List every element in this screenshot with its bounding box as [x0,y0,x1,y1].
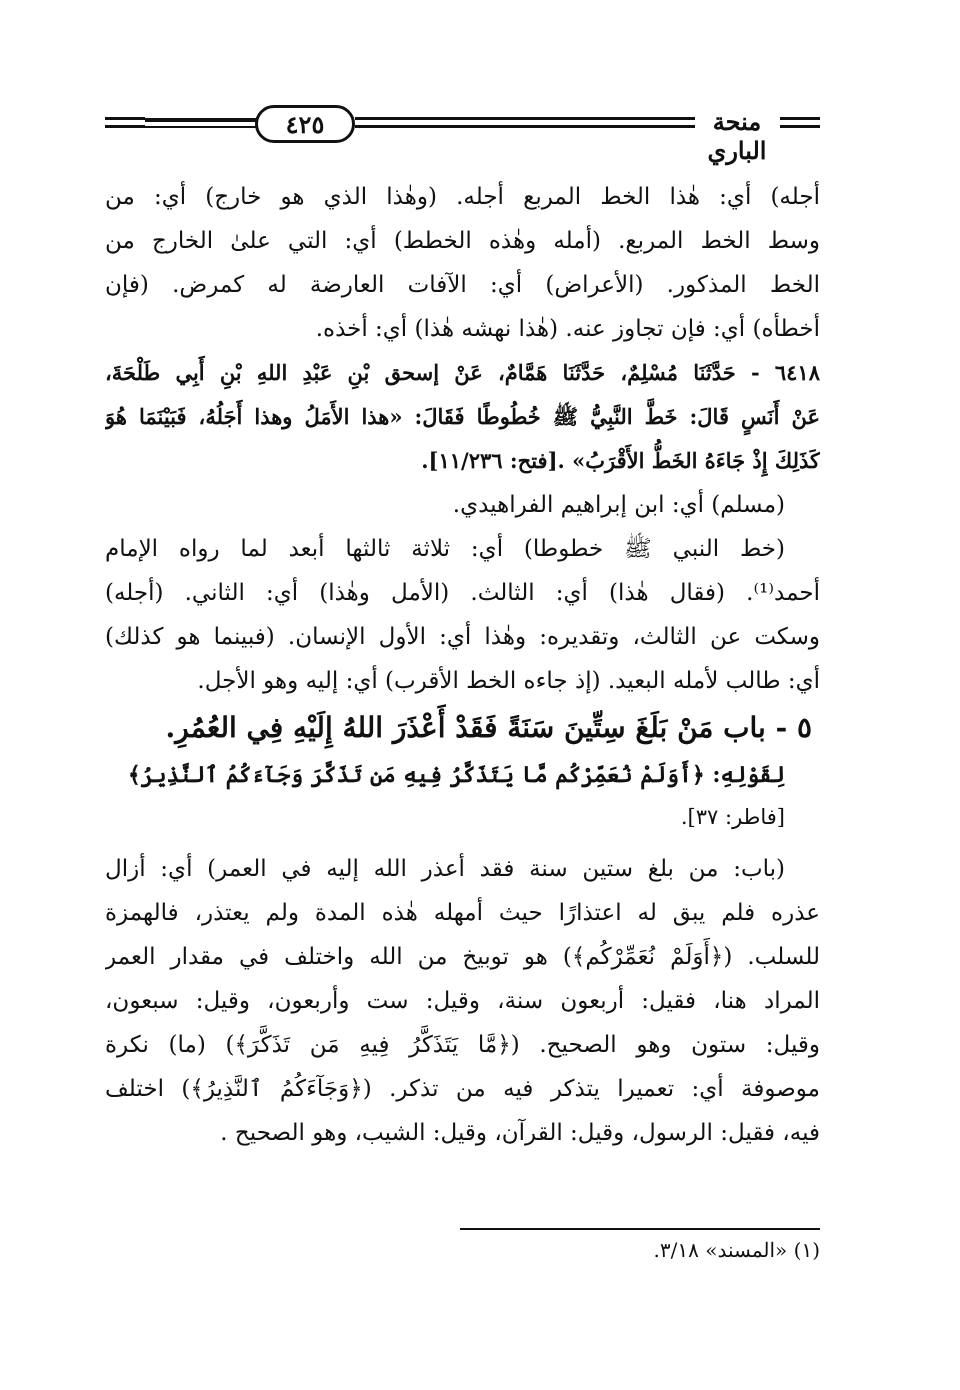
footnote: (١) «المسند» ٣/١٨. [653,1238,820,1262]
chapter-title: ٥ - باب مَنْ بَلَغَ سِتِّينَ سَنَةً فَقَدْ أَعْذَرَ اللهُ إِلَيْهِ فِي العُمُرِ. [165,711,812,744]
text-line: أي: طالب لأمله البعيد. (إذ جاءه الخط الأقرب) أي: إليه وهو الأجل. [197,668,820,694]
header-rule [355,117,695,120]
hadith-line: كَذَلِكَ إِذْ جَاءَهُ الخَطُّ الأَقْرَبُ» .[فتح: ١١/٢٣٦]. [421,448,820,473]
page-number: ٤٢٥ [255,105,355,143]
text-line: وقيل: ستون وهو الصحيح. (﴿مَّا يَتَذَكَّرُ فِيهِ مَن تَذَكَّرَ﴾) (ما) نكرة [105,1032,820,1058]
header-rule [355,125,695,128]
header-rule [780,125,820,128]
text-line: عذره فلم يبق له اعتذارًا حيث أمهله هٰذه المدة ولم يعتذر، فالهمزة [105,900,820,926]
text-line: (خط النبي ﷺ خطوطا) أي: ثلاثة ثالثها أبعد لما رواه الإمام [105,536,785,562]
header-rule [105,117,145,120]
verse-reference: [فاطر: ٣٧]. [680,805,785,829]
text-line: للسلب. (﴿أَوَلَمْ نُعَمِّرْكُم﴾) هو توبيخ من الله واختلف في مقدار العمر [105,944,820,970]
header-rule [780,117,820,120]
text-line: الخط المذكور. (الأعراض) أي: الآفات العارضة له كمرض. (فإن [105,272,820,298]
hadith-line: عَنْ أَنَسٍ قَالَ: خَطَّ النَّبِيُّ ﷺ خُطُوطًا فَقَالَ: «هذا الأَمَلُ وهذا أَجَلُهُ، فَبَيْنَمَا هُوَ [105,404,820,429]
header-rule [145,126,257,128]
text-line: أحمد⁽¹⁾. (فقال هٰذا) أي: الثالث. (الأمل وهٰذا) أي: الثاني. (أجله) [105,580,820,606]
page-header [105,95,820,165]
quran-verse: لِقَوْلِهِ: ﴿أَوَلَمْ نُعَمِّرْكُم مَّا يَتَذَكَّرُ فِيهِ مَن تَذَكَّرَ وَجَآءَكُمُ ٱلنَّذِيرُ﴾ [127,762,785,788]
text-line: أخطأه) أي: فإن تجاوز عنه. (هٰذا نهشه هٰذا) أي: أخذه. [315,316,820,342]
text-line: (مسلم) أي: ابن إبراهيم الفراهيدي. [452,492,785,518]
text-line: موصوفة أي: تعميرا يتذكر فيه من تذكر. (﴿وَجَآءَكُمُ ٱلنَّذِيرُ﴾) اختلف [105,1076,820,1102]
text-line: فيه، فقيل: الرسول، وقيل: القرآن، وقيل: الشيب، وهو الصحيح . [220,1120,820,1146]
header-rule [145,118,257,122]
footnote-separator [460,1228,820,1230]
text-line: (باب: من بلغ ستين سنة فقد أعذر الله إليه في العمر) أي: أزال [105,856,785,882]
text-line: المراد هنا، فقيل: أربعون سنة، وقيل: ست وأربعون، وقيل: سبعون، [105,988,820,1014]
text-line: وسط الخط المربع. (أمله وهٰذه الخطط) أي: التي علىٰ الخارج من [105,228,820,254]
page-body [105,175,820,1155]
text-line: أجله) أي: هٰذا الخط المربع أجله. (وهٰذا الذي هو خارج) أي: من [105,184,820,210]
running-title: منحة الباري [707,107,767,165]
hadith-line: ٦٤١٨ - حَدَّثَنَا مُسْلِمٌ، حَدَّثَنَا هَمَّامٌ، عَنْ إسحق بْنِ عَبْدِ اللهِ بْنِ أَبِي طَلْحَةَ، [105,360,820,385]
header-rule [105,125,145,128]
text-line: وسكت عن الثالث، وتقديره: وهٰذا أي: الأول الإنسان. (فبينما هو كذلك) [105,624,820,650]
